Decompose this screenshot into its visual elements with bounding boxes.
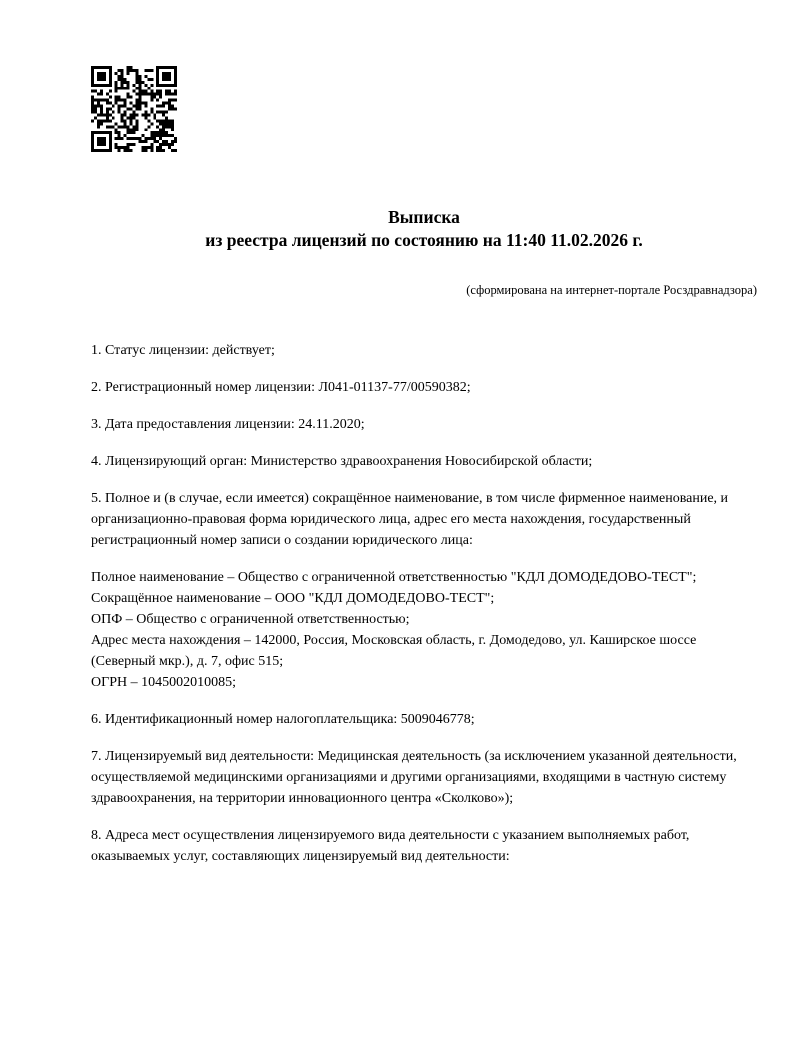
- org-short-name: Сокращённое наименование – ООО "КДЛ ДОМОДЕДОВО-ТЕСТ";: [91, 591, 495, 606]
- qr-code-image: [91, 66, 177, 152]
- item-registration-number: 2. Регистрационный номер лицензии: Л041-01137-77/00590382;: [91, 380, 471, 395]
- title-line-2: из реестра лицензий по состоянию на 11:40 11.02.2026 г.: [205, 230, 643, 250]
- org-ogrn: ОГРН – 1045002010085;: [91, 675, 236, 690]
- document-body: [91, 340, 757, 867]
- org-full-name: Полное наименование – Общество с ограниченной ответственностью "КДЛ ДОМОДЕДОВО-ТЕСТ";: [91, 570, 697, 585]
- item-grant-date: 3. Дата предоставления лицензии: 24.11.2020;: [91, 417, 365, 432]
- org-address: Адрес места нахождения – 142000, Россия, Московская область, г. Домодедово, ул. Каширское шоссе (Северный мкр.), д. 7, офис 515;: [91, 633, 697, 669]
- org-details-block: [91, 567, 757, 693]
- item-inn: 6. Идентификационный номер налогоплательщика: 5009046778;: [91, 712, 475, 727]
- item-licensing-authority: 4. Лицензирующий орган: Министерство здравоохранения Новосибирской области;: [91, 454, 593, 469]
- title-line-1: Выписка: [388, 207, 460, 227]
- formed-on-portal-note: (сформирована на интернет-портале Росздравнадзора): [466, 283, 757, 297]
- item-activity-addresses-intro: 8. Адреса мест осуществления лицензируемого вида деятельности с указанием выполняемых работ, оказываемых услуг, составляющих лицензируемый вид деятельности:: [91, 828, 690, 864]
- item-license-status: 1. Статус лицензии: действует;: [91, 343, 275, 358]
- item-legal-entity-intro: 5. Полное и (в случае, если имеется) сокращённое наименование, в том числе фирменное наименование, и организационно-правовая форма юридического лица, адрес его места нахождения, государственный регистрационный номер записи о создании юридического лица:: [91, 491, 729, 548]
- item-licensed-activity: 7. Лицензируемый вид деятельности: Медицинская деятельность (за исключением указанной деятельности, осуществляемой медицинскими организациями и другими организациями, входящими в частную систему здравоохранения, на территории инновационного центра «Сколково»);: [91, 749, 737, 806]
- document-title: [91, 206, 757, 252]
- org-legal-form: ОПФ – Общество с ограниченной ответственностью;: [91, 612, 410, 627]
